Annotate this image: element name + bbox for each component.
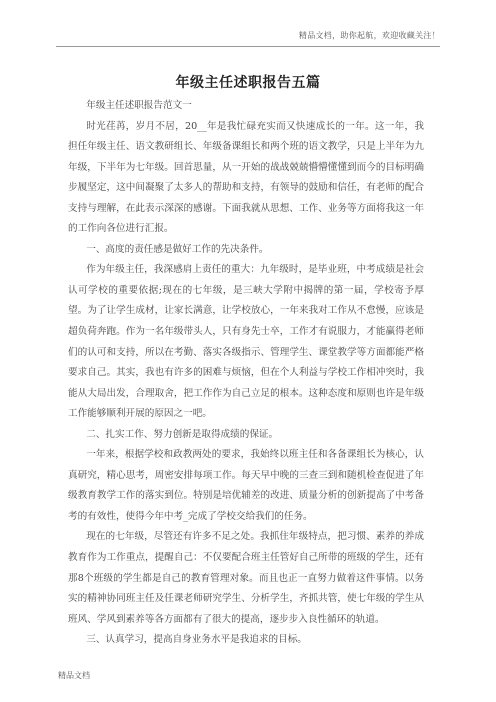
header-divider <box>56 46 440 47</box>
header-note: 精品文档，助你起航，欢迎收藏关注！ <box>298 31 440 40</box>
paragraph: 现在的七年级，尽管还有许多不足之处。我抓住年级特点，把习惯、素养的养成教育作为工作重点，提醒自己：不仅要配合班主任管好自己所带的班级的学生，还有那8个班级的学生都是自己的教育管理对象。而且也正一直努力做着这件事情。以务实的精神协同班主任及任课老师研究学生、分析学生，齐抓共管，使七年级的学生从班风、学风到素养等各方面都有了很大的提高，逐步步入良性循环的轨道。 <box>68 531 424 625</box>
paragraph: 时光荏苒，岁月不居，20__年是我忙碌充实而又快速成长的一年。这一年，我担任年级主任、语文教研组长、年级备课组长和两个班的语文教学，只是上半年为九年级，下半年为七年级。回首思量，从一开始的战战兢兢懵懵懂懂到而今的目标明确步履坚定，这中间凝聚了太多人的帮助和支持，有领导的鼓励和信任，有老师的配合支持与理解，在此表示深深的感谢。下面我就从思想、工作、业务等方面将我这一年的工作向各位进行汇报。 <box>68 120 424 235</box>
document-body <box>68 96 424 651</box>
paragraph: 年级主任述职报告范文一 <box>86 100 192 111</box>
section-heading: 二、扎实工作、努力创新是取得成绩的保证。 <box>86 428 279 440</box>
section-heading: 一、高度的责任感是做好工作的先决条件。 <box>86 243 269 255</box>
footer-note: 精品文档 <box>58 671 90 680</box>
document-title: 年级主任述职报告五篇 <box>175 75 321 91</box>
paragraph: 作为年级主任，我深感肩上责任的重大：九年级时，是毕业班，中考成绩是社会认可学校的重要依据;现在的七年级，是三峡大学附中揭牌的第一届，学校寄予厚望。为了让学生成材，让家长满意，让学校放心，一年来我对工作从不怠慢，应该是超负荷奔跑。作为一名年级带头人，只有身先士卒，工作才有说服力，才能赢得老师们的认可和支持，所以在考勤、落实各级指示、管理学生、课堂教学等方面都能严格要求自己。其实，我也有许多的困难与烦恼，但在个人利益与学校工作相冲突时，我能从大局出发，合理取舍，把工作作为自己立足的根本。这种态度和原则也许是年级工作能够顺利开展的原因之一吧。 <box>68 264 424 420</box>
paragraph: 一年来，根据学校和政教两处的要求，我始终以班主任和各备课组长为核心，认真研究，精心思考，周密安排每项工作。每天早中晚的三查三到和随机检查促进了年级教育教学工作的落实到位。特别是培优辅差的改进、质量分析的创新提高了中考备考的有效性，使得今年中考_完成了学校交给我们的任务。 <box>68 449 424 522</box>
section-heading: 三、认真学习，提高自身业务水平是我追求的目标。 <box>86 634 307 646</box>
